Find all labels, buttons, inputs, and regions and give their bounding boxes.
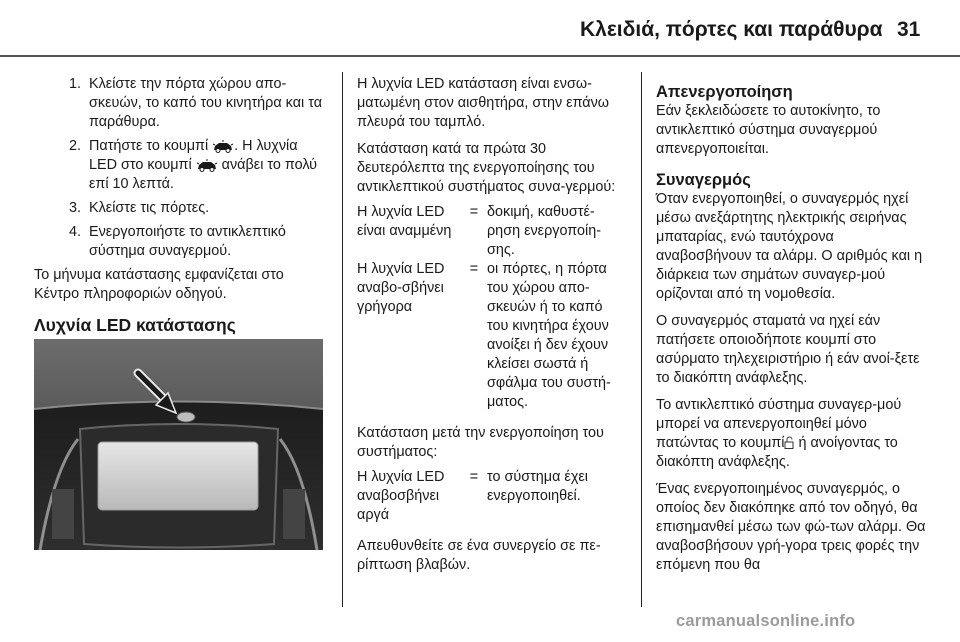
paragraph: Κατάσταση κατά τα πρώτα 30 δευτερόλεπτα της ενεργοποίησης του αντικλεπτικού συστήματος συνα-γερμού:	[357, 141, 616, 195]
led-status-after-table	[357, 468, 625, 525]
step-item: 4. Ενεργοποιήστε το αντικλεπτικό σύστημα συναγερμού.	[69, 224, 286, 259]
step-item: 2. Πατήστε το κουμπί . Η λυχνία LED στο κουμπί ανάβει το πολύ επί 10 λεπτά.	[69, 138, 318, 192]
table-row: Η λυχνία LED αναβο-σβήνει γρήγορα = οι πόρτες, η πόρτα του χώρου απο-σκευών ή το καπό του κινητήρα έχουν ανοίξει ή δεν έχουν κλείσει σωστά ή σφάλμα του συστή-ματος.	[357, 261, 611, 410]
paragraph: Ο συναγερμός σταματά να ηχεί εάν πατήσετε οποιοδήποτε κουμπί στο ασύρματο τηλεχειριστήριο ή εάν ανοί-ξετε το διακόπτη ανάφλεξης.	[656, 313, 920, 386]
paragraph: Η λυχνία LED κατάσταση είναι ενσω-ματωμένη στον αισθητήρα, στην επάνω πλευρά του ταμπλό.	[357, 76, 610, 130]
column-1	[34, 75, 329, 345]
table-row: Η λυχνία LED είναι αναμμένη = δοκιμή, καθυστέ-ρηση ενεργοποίη-σης.	[357, 204, 602, 258]
column-divider	[641, 72, 642, 607]
table-row: Η λυχνία LED αναβοσβήνει αργά = το σύστημα έχει ενεργοποιηθεί.	[357, 469, 588, 523]
paragraph: Το αντικλεπτικό σύστημα συναγερ-μού μπορεί να απενεργοποιηθεί μόνο πατώντας το κουμπί ή ανοίγοντας το διακόπτη ανάφλεξης.	[656, 397, 902, 470]
paragraph: Ένας ενεργοποιημένος συναγερμός, ο οποίος δεν διακόπηκε από τον οδηγό, θα επισημανθεί μέσω των φώ-των αλάρμ. Θα αναβοσβήσουν γρή-γορα τρεις φορές την επόμενη που θα	[656, 481, 926, 573]
car-alarm-icon	[212, 140, 234, 153]
subheading-alarm: Συναγερμός	[656, 171, 751, 189]
dashboard-photo	[34, 339, 323, 550]
watermark: carmanualsonline.info	[676, 612, 856, 630]
step-item: 1. Κλείστε την πόρτα χώρου απο-σκευών, το καπό του κινητήρα και τα παράθυρα.	[69, 76, 323, 130]
paragraph: Κατάσταση μετά την ενεργοποίηση του συστήματος:	[357, 425, 604, 460]
paragraph: Εάν ξεκλειδώσετε το αυτοκίνητο, το αντικλεπτικό σύστημα συναγερμού απενεργοποιείται.	[656, 103, 881, 157]
dashboard-sensor-illustration	[34, 339, 323, 550]
page-number: 31	[897, 18, 921, 41]
header-rule	[0, 55, 960, 57]
step-item: 3. Κλείστε τις πόρτες.	[69, 200, 210, 216]
page-header-title: Κλειδιά, πόρτες και παράθυρα	[580, 18, 883, 41]
steps-list	[34, 75, 329, 261]
car-alarm-icon	[196, 159, 218, 172]
column-3	[656, 83, 928, 583]
paragraph: Απευθυνθείτε σε ένα συνεργείο σε πε-ρίπτωση βλαβών.	[357, 538, 601, 573]
column-2	[357, 75, 625, 583]
section-heading: Λυχνία LED κατάστασης	[34, 315, 236, 335]
subheading-deactivation: Απενεργοποίηση	[656, 83, 793, 101]
status-message-note: Το μήνυμα κατάστασης εμφανίζεται στο Κέντρο πληροφοριών οδηγού.	[34, 267, 284, 302]
unlock-icon	[784, 436, 794, 449]
column-divider	[342, 72, 343, 607]
led-status-table	[357, 203, 625, 412]
paragraph: Όταν ενεργοποιηθεί, ο συναγερμός ηχεί μέσω ανεξάρτητης ηλεκτρικής σειρήνας μπαταρίας, ενώ ταυτόχρονα αναβοσβήνουν τα αλάρμ. Ο αριθμός και η διάρκεια των σημάτων συναγερ-μού ορίζονται από τη νομοθεσία.	[656, 191, 923, 302]
